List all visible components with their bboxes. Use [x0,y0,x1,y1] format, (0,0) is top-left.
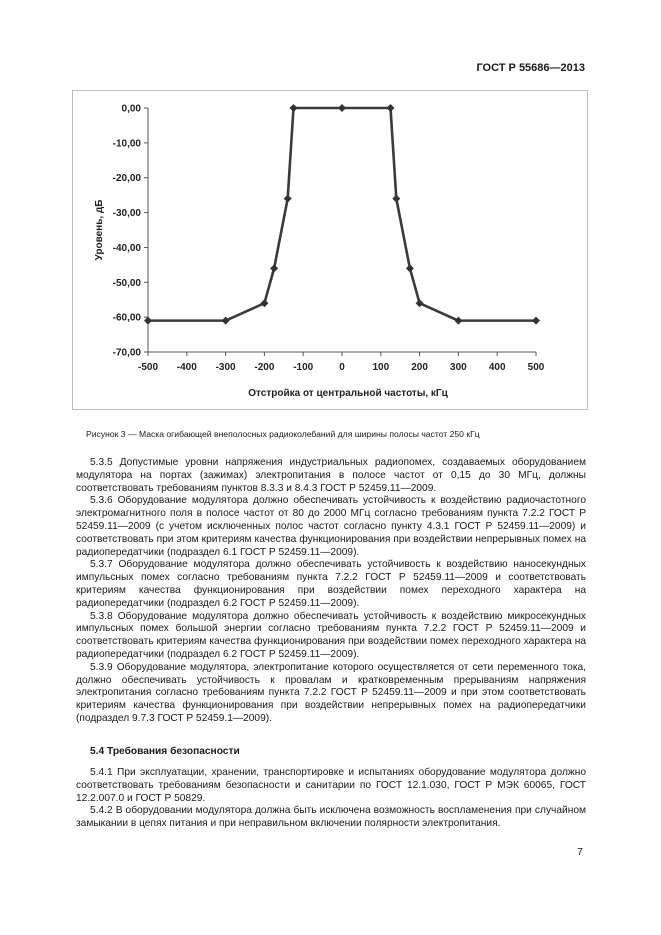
data-point-marker [260,299,268,307]
page-number: 7 [577,846,583,858]
data-point-marker [270,264,278,272]
y-axis-label: Уровень, дБ [94,199,105,261]
paragraph-5-3-9: 5.3.9 Оборудование модулятора, электропитание которого осуществляется от сети переменного тока, должно обеспечивать устойчивость к провалам и кратковременным прерываниям напряжения электропитания согласно требованиям пункта 7.2.2 ГОСТ Р 52459.11—2009 и при этом соответствовать критериям качества функционирования при воздействии непрерывных помех на радиопередатчики (подраздел 9.7.3 ГОСТ Р 52459.1—2009). [76,661,586,724]
paragraph-5-3-6: 5.3.6 Оборудование модулятора должно обеспечивать устойчивость к воздействию радиочастотного электромагнитного поля в полосе частот от 80 до 2000 МГц согласно требованиям пункта 7.2.2 ГОСТ Р 52459.11—2009 (с учетом исключенных полос частот согласно пункту 4.3.1 ГОСТ Р 52459.11—2009) и соответствовать при этом критериям качества функционирования при воздействии непрерывных помех на радиопередатчики (подраздел 6.1 ГОСТ Р 52459.11—2009). [76,495,586,558]
data-point-marker [290,104,298,112]
paragraph-5-3-8: 5.3.8 Оборудование модулятора должно обеспечивать устойчивость к воздействию микросекундных импульсных помех большой энергии согласно требованиям пункта 7.2.2 ГОСТ Р 52459.11—2009 и соответствовать критериям качества функционирования при воздействии помех переходного характера на радиопередатчики (подраздел 6.2 ГОСТ Р 52459.11—2009). [76,610,586,660]
y-tick-label: -20,00 [112,173,141,185]
y-tick-label: -60,00 [112,312,141,324]
x-tick-label: 500 [527,362,545,373]
document-header: ГОСТ Р 55686—2013 [476,62,585,74]
data-point-marker [454,317,462,325]
data-point-marker [222,317,230,325]
paragraph-5-4-2: 5.4.2 В оборудовании модулятора должна быть исключена возможность воспламенения при случайном замыкании в цепях питания и при неправильном включении полярности электропитания. [76,805,586,830]
paragraph-5-3-5: 5.3.5 Допустимые уровни напряжения индустриальных радиопомех, создаваемых оборудованием модулятора на портах (зажимах) электропитания в полосе частот от 0,15 до 30 МГц, должны соответствовать требованиям пунктов 8.3.3 и 8.4.3 ГОСТ Р 52459.11—2009. [76,457,586,494]
x-tick-label: 400 [488,362,506,373]
series-line [148,108,536,321]
data-point-marker [406,264,414,272]
data-point-marker [387,104,395,112]
figure-caption: Рисунок 3 — Маска огибающей внеполосных радиоколебаний для ширины полосы частот 250 кГц [86,429,480,439]
x-axis-label: Отстройка от центральной частоты, кГц [248,388,448,399]
mask-chart [72,90,588,410]
x-tick-label: 200 [411,362,428,373]
data-point-marker [392,195,400,203]
data-point-marker [416,299,424,307]
x-tick-label: 300 [450,362,467,373]
y-tick-label: -50,00 [112,277,141,289]
y-tick-label: -40,00 [112,242,141,254]
x-tick-label: -500 [137,362,159,373]
y-tick-label: -70,00 [112,347,141,359]
data-point-marker [144,317,152,325]
y-tick-label: -30,00 [112,208,141,220]
section-5-4-text [76,767,586,831]
section-title: 5.4 Требования безопасности [90,746,240,757]
paragraph-5-4-1: 5.4.1 При эксплуатации, хранении, транспортировке и испытаниях оборудование модулятора должно соответствовать требованиям безопасности и санитарии по ГОСТ 12.1.030, ГОСТ Р МЭК 60065, ГОСТ 12.2.007.0 и ГОСТ Р 50829. [76,767,586,804]
x-tick-label: 0 [339,362,345,373]
y-tick-label: -10,00 [112,138,141,150]
section-5-3-text [76,457,586,726]
data-point-marker [532,317,540,325]
data-point-marker [284,195,292,203]
x-tick-label: -400 [176,362,197,373]
x-tick-label: 100 [372,362,390,373]
paragraph-5-3-7: 5.3.7 Оборудование модулятора должно обеспечивать устойчивость к воздействию наносекундных импульсных помех согласно требованиям пункта 7.2.2 ГОСТ Р 52459.11—2009 и соответствовать критериям качества функционирования при воздействии помех переходного характера на радиопередатчики (подраздел 6.2 ГОСТ Р 52459.11—2009). [76,559,586,609]
x-tick-label: -100 [293,362,314,373]
data-point-marker [338,104,346,112]
x-tick-label: -200 [254,362,275,373]
y-tick-label: 0,00 [121,103,141,115]
x-tick-label: -300 [215,362,236,373]
